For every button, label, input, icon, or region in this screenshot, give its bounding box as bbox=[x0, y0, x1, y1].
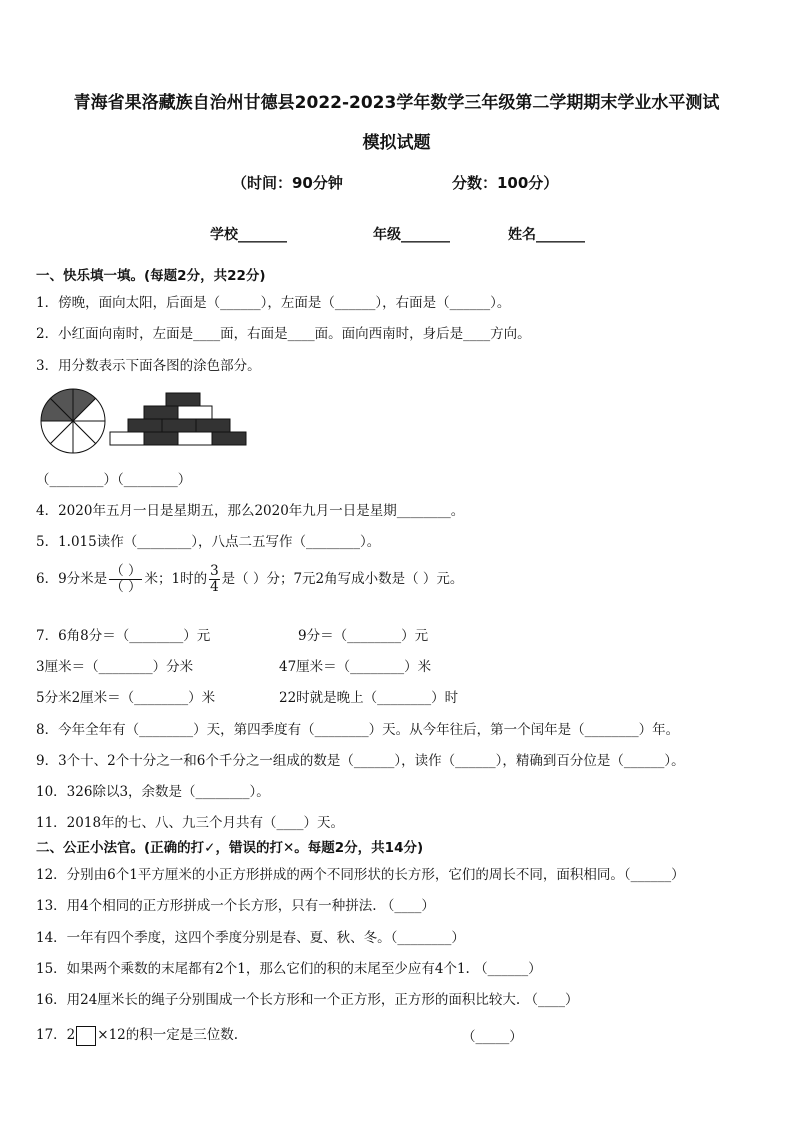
question-11: 11．2018年的七、八、九三个月共有（____）天。 bbox=[36, 815, 345, 831]
brick bbox=[178, 406, 212, 419]
question-17 bbox=[36, 1023, 238, 1046]
circle-fraction-figure bbox=[38, 386, 108, 456]
brick bbox=[178, 432, 212, 445]
section-2-header: 二、公正小法官。(正确的打✓，错误的打✕。每题2分，共14分) bbox=[36, 840, 424, 856]
digit-blank-box[interactable] bbox=[76, 1026, 96, 1046]
question-3-answers: （________）（________） bbox=[36, 472, 192, 488]
question-7-row-3b: 22时就是晚上（________）时 bbox=[279, 690, 459, 706]
question-14: 14．一年有四个季度，这四个季度分别是春、夏、秋、冬。（________） bbox=[36, 930, 465, 946]
question-3: 3．用分数表示下面各图的涂色部分。 bbox=[36, 358, 261, 374]
question-4: 4．2020年五月一日是星期五，那么2020年九月一日是星期________。 bbox=[36, 503, 465, 519]
school-field: 学校_______ bbox=[210, 227, 287, 243]
fraction-denominator: （ ） bbox=[110, 579, 142, 595]
question-16: 16．用24厘米长的绳子分别围成一个长方形和一个正方形，正方形的面积比较大. （____） bbox=[36, 992, 579, 1008]
section-1-header: 一、快乐填一填。(每题2分，共22分) bbox=[36, 268, 266, 284]
brick bbox=[144, 432, 178, 445]
brick bbox=[196, 419, 230, 432]
fraction-blank bbox=[109, 564, 142, 595]
question-13: 13．用4个相同的正方形拼成一个长方形，只有一种拼法. （____） bbox=[36, 898, 435, 914]
question-6-part-1: 6．9分米是 bbox=[36, 571, 108, 587]
question-7-row-2b: 47厘米＝（________）米 bbox=[279, 659, 432, 675]
question-12: 12．分别由6个1平方厘米的小正方形拼成的两个不同形状的长方形，它们的周长不同，面积相同。（______） bbox=[36, 867, 685, 883]
title-line-1: 青海省果洛藏族自治州甘德县2022-2023学年数学三年级第二学期期末学业水平测试 bbox=[73, 93, 720, 113]
brick bbox=[212, 432, 246, 445]
question-10: 10．326除以3，余数是（________）。 bbox=[36, 784, 270, 800]
question-6 bbox=[36, 564, 463, 595]
grade-field: 年级_______ bbox=[373, 227, 450, 243]
time-info: （时间：90分钟 bbox=[232, 174, 343, 192]
score-info: 分数：100分） bbox=[452, 174, 559, 192]
title-line-2: 模拟试题 bbox=[362, 133, 431, 153]
question-6-part-2: 米；1时的 bbox=[144, 571, 208, 587]
question-15: 15．如果两个乘数的末尾都有2个1，那么它们的积的末尾至少应有4个1. （______） bbox=[36, 961, 542, 977]
question-7-row-3a: 5分米2厘米＝（________）米 bbox=[36, 690, 216, 706]
question-7-row-2a: 3厘米＝（________）分米 bbox=[36, 659, 194, 675]
fraction-numerator: （ ） bbox=[110, 563, 142, 579]
question-7-row-1b: 9分＝（________）元 bbox=[298, 628, 429, 644]
brick-pyramid-figure bbox=[108, 390, 248, 448]
question-7-row-1a: 7．6角8分＝（________）元 bbox=[36, 628, 211, 644]
question-5: 5．1.015读作（________），八点二五写作（________）。 bbox=[36, 534, 381, 550]
question-17-suffix: ×12的积一定是三位数. bbox=[97, 1027, 239, 1043]
question-17-answer: （_____） bbox=[462, 1029, 523, 1045]
fraction-denominator: 4 bbox=[210, 579, 219, 595]
brick bbox=[128, 419, 162, 432]
brick bbox=[110, 432, 144, 445]
fraction-numerator: 3 bbox=[210, 563, 219, 579]
brick bbox=[166, 393, 200, 406]
question-1: 1．傍晚，面向太阳，后面是（______），左面是（______），右面是（______）。 bbox=[36, 295, 511, 311]
name-field: 姓名_______ bbox=[508, 227, 585, 243]
question-8: 8．今年全年有（________）天，第四季度有（________）天。从今年往后，第一个闰年是（________）年。 bbox=[36, 722, 680, 738]
brick bbox=[162, 419, 196, 432]
question-9: 9．3个十、2个十分之一和6个千分之一组成的数是（______），读作（______），精确到百分位是（______）。 bbox=[36, 753, 685, 769]
fraction-three-quarters bbox=[209, 564, 220, 595]
question-2: 2．小红面向南时，左面是____面，右面是____面。面向西南时，身后是____方向。 bbox=[36, 326, 531, 342]
question-6-part-3: 是（ ）分；7元2角写成小数是（ ）元。 bbox=[221, 571, 464, 587]
question-17-prefix: 17．2 bbox=[36, 1027, 76, 1043]
brick bbox=[144, 406, 178, 419]
